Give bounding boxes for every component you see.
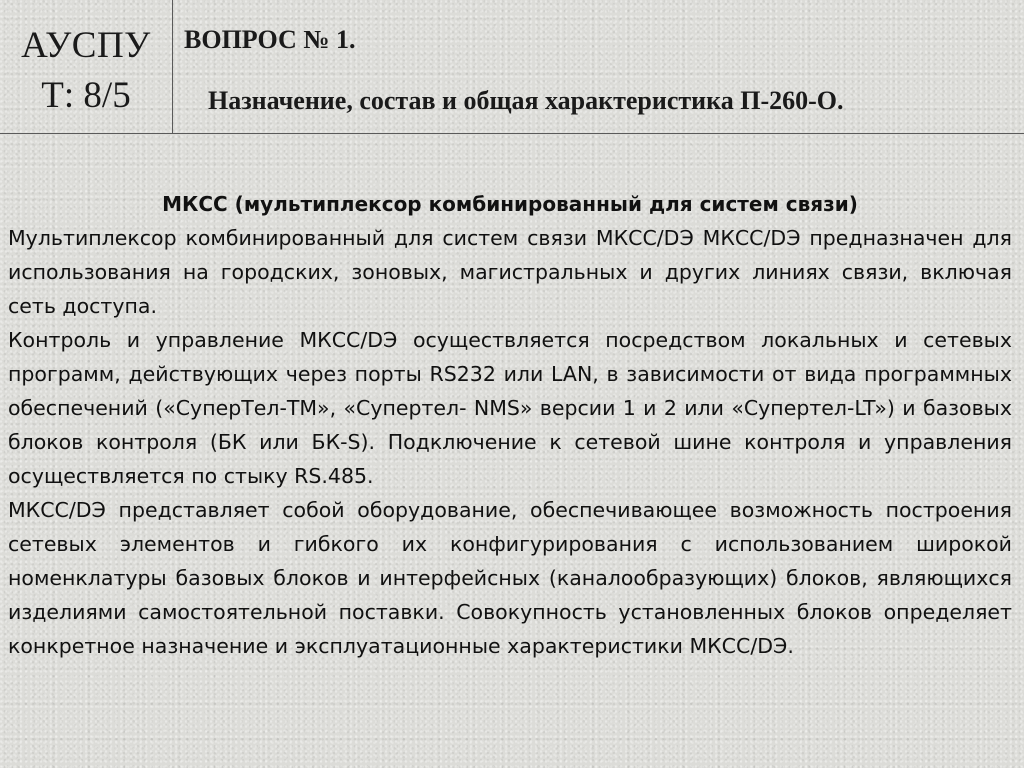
paragraph-control: Контроль и управление МКСС/DЭ осуществляется посредством локальных и сетевых программ, действующих через порты RS232 или LAN, в зависимости от вида программных обеспечений («СуперТел-ТМ», «Супертел- NMS» версии 1 и 2 или «Супертел-LT») и базовых блоков контроля (БК или БК-S). Подключение к сетевой шине контроля и управления осуществляется по стыку RS.485. <box>8 328 1012 488</box>
section-title: МКСС (мультиплексор комбинированный для систем связи) <box>162 192 858 216</box>
topic-code: Т: 8/5 <box>41 75 131 116</box>
paragraph-equipment: МКСС/DЭ представляет собой оборудование, обеспечивающее возможность построения сетевых элементов и гибкого их конфигурирования с использованием широкой номенклатуры базовых блоков и интерфейсных (каналообразующих) блоков, являющихся изделиями самостоятельной поставки. Совокупность установленных блоков определяет конкретное назначение и эксплуатационные характеристики МКСС/DЭ. <box>8 498 1012 658</box>
slide-body <box>8 188 1012 663</box>
paragraph-purpose: Мультиплексор комбинированный для систем связи МКСС/DЭ МКСС/DЭ предназначен для использования на городских, зоновых, магистральных и других линиях связи, включая сеть доступа. <box>8 226 1012 318</box>
course-code-box <box>0 0 172 133</box>
header-divider-vertical <box>172 0 173 134</box>
question-number: ВОПРОС № 1. <box>184 25 356 54</box>
course-code: АУСПУ <box>21 25 151 66</box>
question-title: Назначение, состав и общая характеристика П-260-О. <box>208 86 844 115</box>
header-divider-horizontal <box>0 133 1024 134</box>
slide-header <box>0 0 1024 133</box>
